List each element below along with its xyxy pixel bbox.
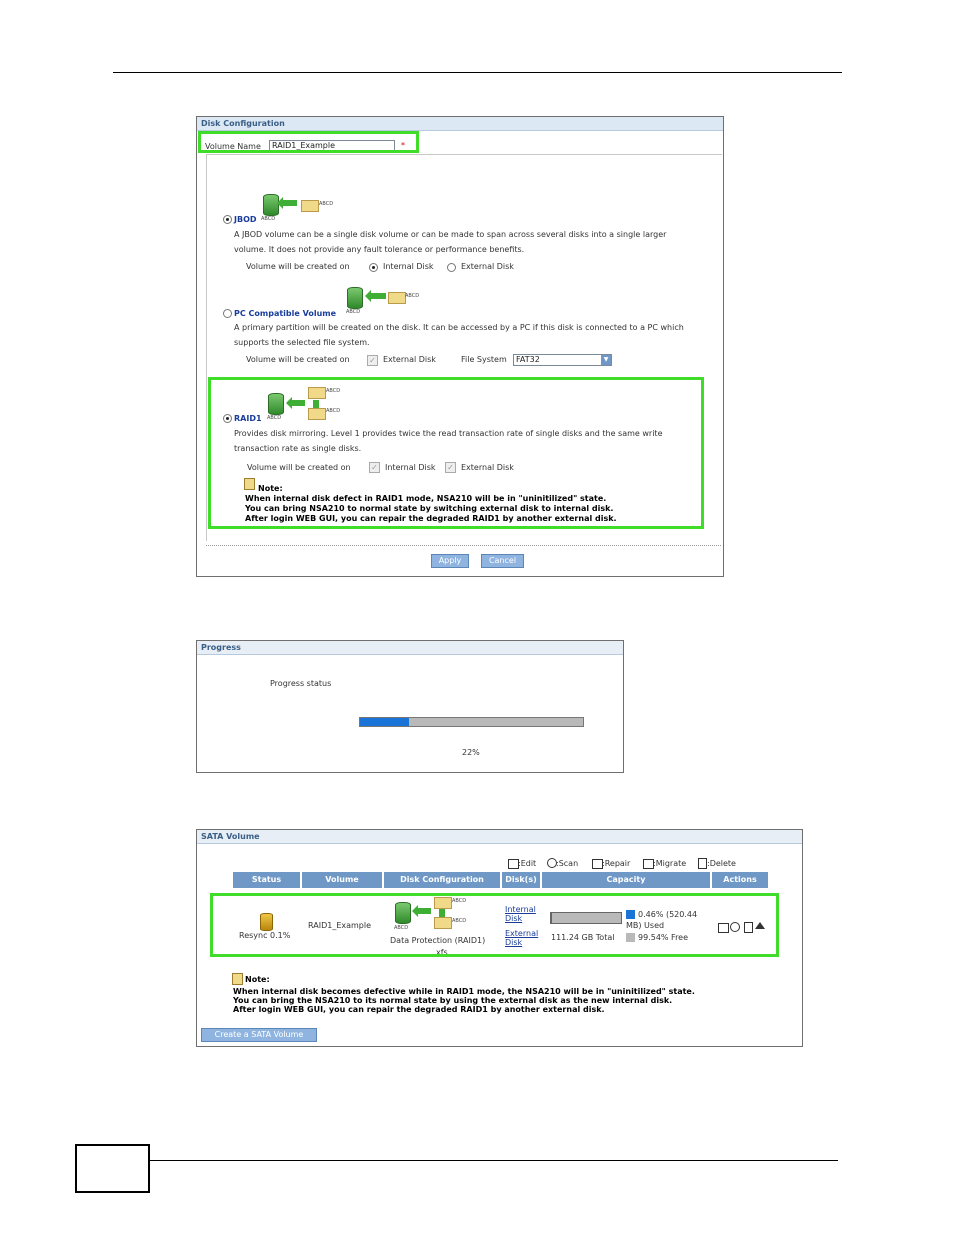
raid1-description: Provides disk mirroring. Level 1 provides twice the read transaction rate of single disks and the same write <box>234 429 663 438</box>
jbod-external-radio[interactable] <box>447 263 456 272</box>
raid1-internal-checkbox[interactable]: ✓ <box>369 462 380 473</box>
icon-caption: ABCD <box>261 216 276 222</box>
icon-caption: ABCD <box>326 388 341 394</box>
folder-icon <box>388 292 406 304</box>
volume-name-highlight <box>198 131 419 153</box>
divider <box>206 545 721 546</box>
header-actions: Actions <box>712 872 768 888</box>
jbod-internal-label: Internal Disk <box>383 262 434 271</box>
cancel-button[interactable]: Cancel <box>481 554 524 568</box>
icon-caption: ABCD <box>326 408 341 414</box>
sata-note-label: Note: <box>245 975 270 984</box>
raid1-note-line: After login WEB GUI, you can repair the degraded RAID1 by another external disk. <box>245 514 617 523</box>
folder-icon <box>301 200 319 212</box>
repair-legend: :Repair <box>602 859 631 868</box>
apply-button[interactable]: Apply <box>431 554 469 568</box>
required-mark: * <box>401 141 405 150</box>
raid1-external-label: External Disk <box>461 463 514 472</box>
raid1-created-on-label: Volume will be created on <box>247 463 351 472</box>
progress-percent: 22% <box>462 748 480 757</box>
icon-caption: ABCD <box>319 201 334 207</box>
header-capacity: Capacity <box>542 872 710 888</box>
volume-name: RAID1_Example <box>308 921 372 930</box>
raid1-external-checkbox[interactable]: ✓ <box>445 462 456 473</box>
scan-legend: :Scan <box>556 859 579 868</box>
arrow-left-icon <box>281 200 297 206</box>
volume-status: Resync 0.1% <box>239 931 291 940</box>
raid1-note-label: Note: <box>258 484 283 493</box>
progress-bar-fill <box>360 718 409 726</box>
icon-caption: ABCD <box>452 918 467 924</box>
pc-external-label: External Disk <box>383 355 436 364</box>
internal-disk-link[interactable]: Disk <box>505 914 523 923</box>
delete-legend: :Delete <box>707 859 736 868</box>
icon-caption: ABCD <box>394 925 409 931</box>
database-icon <box>347 287 363 309</box>
header-status: Status <box>233 872 300 888</box>
jbod-internal-radio[interactable] <box>369 263 378 272</box>
file-system-select[interactable]: FAT32 <box>513 354 612 366</box>
raid1-highlight <box>208 377 704 529</box>
pc-external-checkbox[interactable]: ✓ <box>367 355 378 366</box>
panel-title: SATA Volume <box>197 830 802 844</box>
sata-note-line: After login WEB GUI, you can repair the degraded RAID1 by another external disk. <box>233 1005 605 1014</box>
external-disk-link[interactable]: Disk <box>505 938 523 947</box>
disk-configuration-fs: xfs <box>436 948 448 957</box>
file-system-label: File System <box>461 355 507 364</box>
migrate-legend: :Migrate <box>653 859 687 868</box>
pc-created-on-label: Volume will be created on <box>246 355 350 364</box>
jbod-external-label: External Disk <box>461 262 514 271</box>
capacity-free: 99.54% Free <box>638 933 689 942</box>
sata-note-line: When internal disk becomes defective while in RAID1 mode, the NSA210 will be in "uninitilized" state. <box>233 987 695 996</box>
icon-caption: ABCD <box>267 415 282 421</box>
icon-caption: ABCD <box>346 309 361 315</box>
progress-bar-track <box>359 717 584 727</box>
pc-compatible-label: PC Compatible Volume <box>234 309 337 318</box>
raid1-internal-label: Internal Disk <box>385 463 436 472</box>
disk-configuration-type: Data Protection (RAID1) <box>390 936 486 945</box>
jbod-description: volume. It does not provide any fault tolerance or performance benefits. <box>234 245 525 254</box>
header-disk-configuration: Disk Configuration <box>384 872 500 888</box>
jbod-label: JBOD <box>234 215 257 224</box>
chevron-down-icon[interactable]: ▼ <box>601 355 611 365</box>
jbod-created-on-label: Volume will be created on <box>246 262 350 271</box>
panel-title: Progress <box>197 641 623 655</box>
progress-panel <box>196 640 624 773</box>
header-volume: Volume <box>302 872 382 888</box>
pc-description: supports the selected file system. <box>234 338 370 347</box>
volume-name-label: Volume Name <box>205 142 261 151</box>
arrow-left-icon-head <box>365 290 371 302</box>
external-disk-link[interactable]: External <box>505 929 539 938</box>
page-number-box <box>75 1144 150 1193</box>
jbod-radio[interactable] <box>223 215 232 224</box>
header-disks: Disk(s) <box>502 872 540 888</box>
header-rule <box>113 72 842 73</box>
icon-caption: ABCD <box>452 898 467 904</box>
arrow-left-icon <box>370 293 386 299</box>
raid1-description: transaction rate as single disks. <box>234 444 362 453</box>
capacity-used: 0.46% (520.44 <box>638 910 698 919</box>
raid1-note-line: You can bring NSA210 to normal state by switching external disk to internal disk. <box>245 504 614 513</box>
panel-title: Disk Configuration <box>197 117 723 131</box>
jbod-description: A JBOD volume can be a single disk volume or can be made to span across several disks into a single larger <box>234 230 667 239</box>
icon-caption: ABCD <box>405 293 420 299</box>
sata-note-line: You can bring the NSA210 to its normal state by using the external disk as the new internal disk. <box>233 996 673 1005</box>
pc-compatible-radio[interactable] <box>223 309 232 318</box>
arrow-left-icon-head <box>277 197 283 209</box>
volume-row-highlight <box>210 893 779 957</box>
progress-status-label: Progress status <box>270 679 332 688</box>
edit-legend: :Edit <box>518 859 537 868</box>
raid1-note-line: When internal disk defect in RAID1 mode, NSA210 will be in "uninitilized" state. <box>245 494 607 503</box>
raid1-label: RAID1 <box>234 414 262 423</box>
capacity-total: 111.24 GB Total <box>551 933 615 942</box>
delete-icon <box>698 858 707 869</box>
capacity-used: MB) Used <box>626 921 665 930</box>
footer-rule <box>150 1160 838 1161</box>
note-icon <box>232 973 243 985</box>
pc-description: A primary partition will be created on the disk. It can be accessed by a PC if this disk is connected to a PC which <box>234 323 684 332</box>
volume-name-input[interactable]: RAID1_Example <box>269 140 395 152</box>
internal-disk-link[interactable]: Internal <box>505 905 536 914</box>
create-sata-volume-button[interactable]: Create a SATA Volume <box>201 1028 317 1042</box>
volume-table-header <box>233 872 771 888</box>
